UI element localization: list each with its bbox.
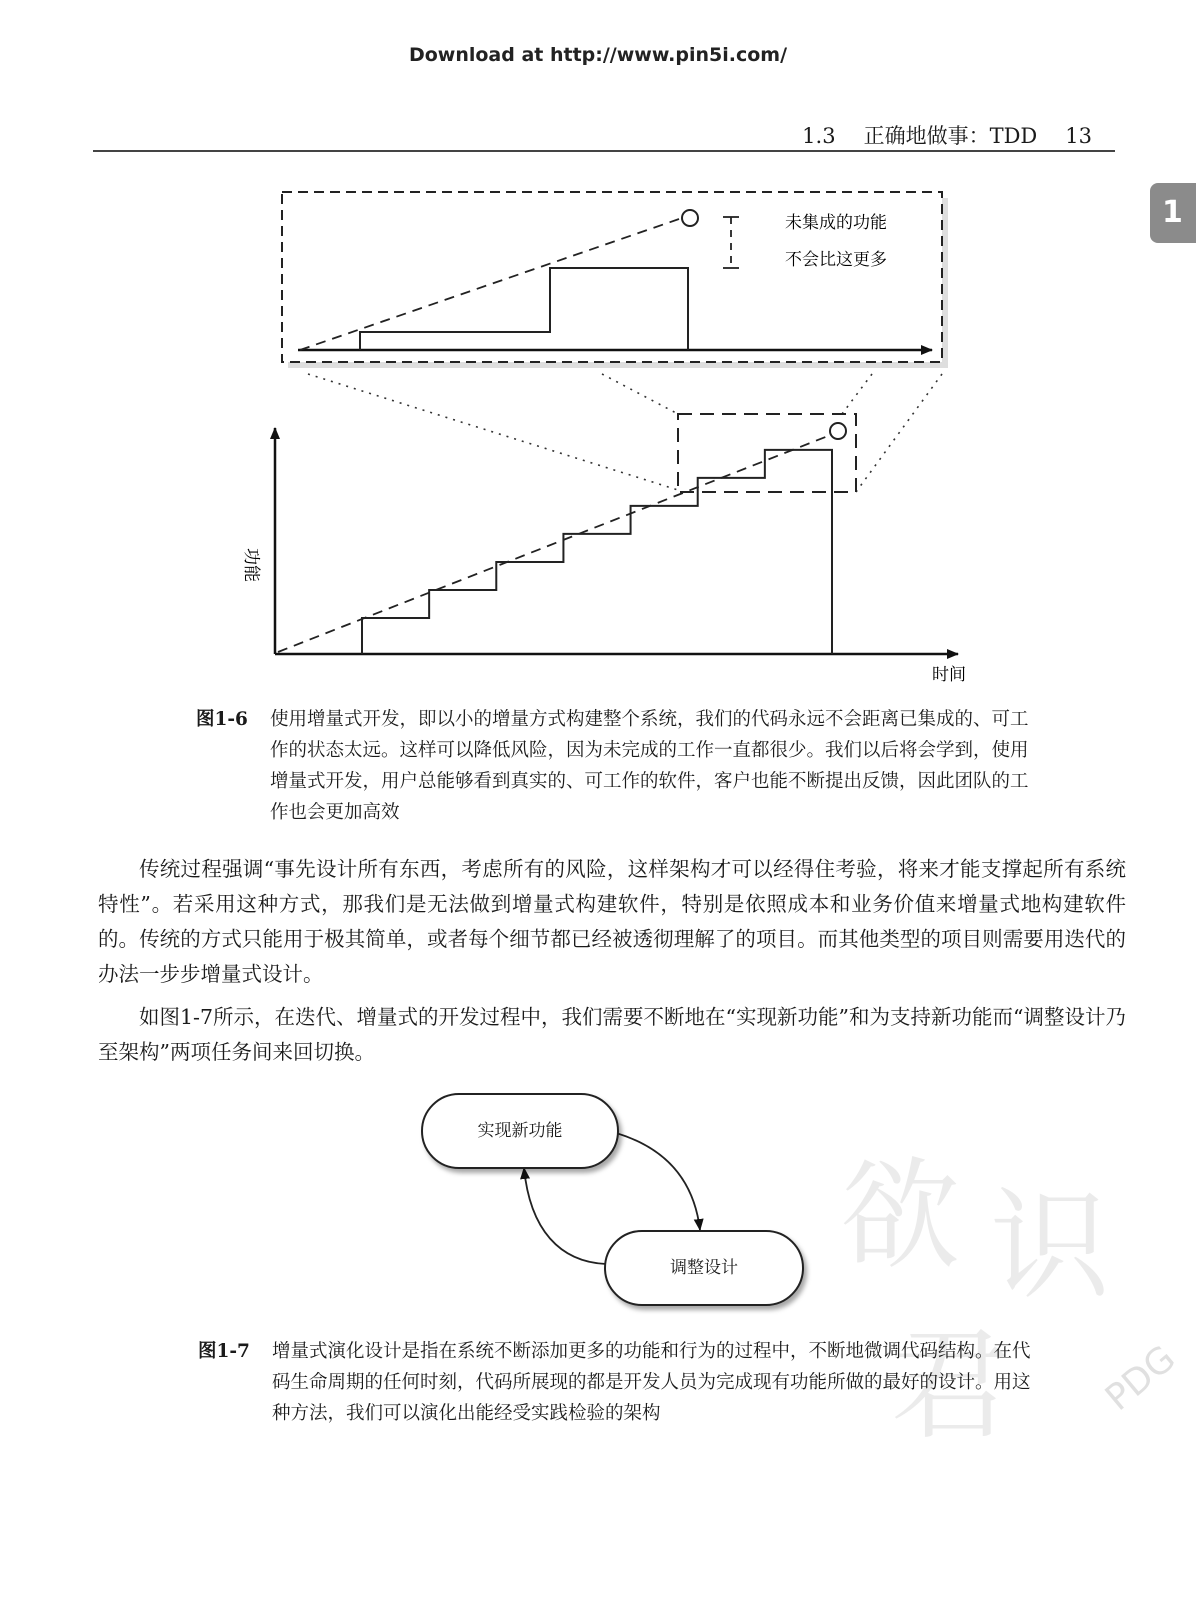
section-number: 1.3 — [802, 124, 836, 148]
page-number: 13 — [1065, 124, 1092, 148]
x-axis-label: 时间 — [932, 665, 966, 685]
watermark-seal — [820, 1120, 1196, 1480]
watermark-char-3: 君 — [890, 1317, 1010, 1456]
node-adjust-design: 调整设计 — [604, 1230, 804, 1306]
figure-1-6-label: 图1-6 — [196, 709, 248, 730]
paragraph-1: 传统过程强调“事先设计所有东西，考虑所有的风险，这样架构才可以经得住考验，将来才能支撑起所有系统特性”。若采用这种方式，那我们是无法做到增量式构建软件，特别是依照成本和业务价值来增量式地构建软件的。传统的方式只能用于极其简单，或者每个细节都已经被透彻理解了的项目。而其他类型的项目则需要用迭代的办法一步步增量式设计。 — [98, 857, 1126, 986]
watermark-char-2: 识 — [990, 1177, 1110, 1316]
download-banner: Download at http://www.pin5i.com/ — [408, 44, 788, 66]
watermark-char-1: 欲 — [840, 1147, 960, 1286]
chapter-tab: 1 — [1150, 183, 1196, 243]
section-title: 正确地做事：TDD — [863, 124, 1038, 148]
figure-1-7-caption-text: 增量式演化设计是指在系统不断添加更多的功能和行为的过程中，不断地微调代码结构。在代码生命周期的任何时刻，代码所展现的都是开发人员为完成现有功能所做的最好的设计。用这种方法，我们可以演化出能经受实践检验的架构 — [272, 1341, 1031, 1424]
paragraph-2: 如图1-7所示，在迭代、增量式的开发过程中，我们需要不断地在“实现新功能”和为支持新功能而“调整设计乃至架构”两项任务间来回切换。 — [98, 1005, 1126, 1064]
figure-1-6-caption-text: 使用增量式开发，即以小的增量方式构建整个系统，我们的代码永远不会距离已集成的、可工作的状态太远。这样可以降低风险，因为未完成的工作一直都很少。我们以后将会学到，使用增量式开发，用户总能够看到真实的、可工作的软件，客户也能不断提出反馈，因此团队的工作也会更加高效 — [270, 709, 1029, 823]
y-axis-label: 功能 — [241, 548, 261, 582]
arrow-to-feature — [524, 1168, 606, 1264]
node-implement-feature: 实现新功能 — [421, 1093, 619, 1169]
callout-line-2: 不会比这更多 — [785, 250, 887, 270]
figure-1-7-label: 图1-7 — [198, 1341, 250, 1362]
arrow-to-refactor — [616, 1133, 700, 1230]
watermark-pdg: PDG — [1097, 1337, 1184, 1420]
callout-line-1: 未集成的功能 — [785, 213, 887, 233]
